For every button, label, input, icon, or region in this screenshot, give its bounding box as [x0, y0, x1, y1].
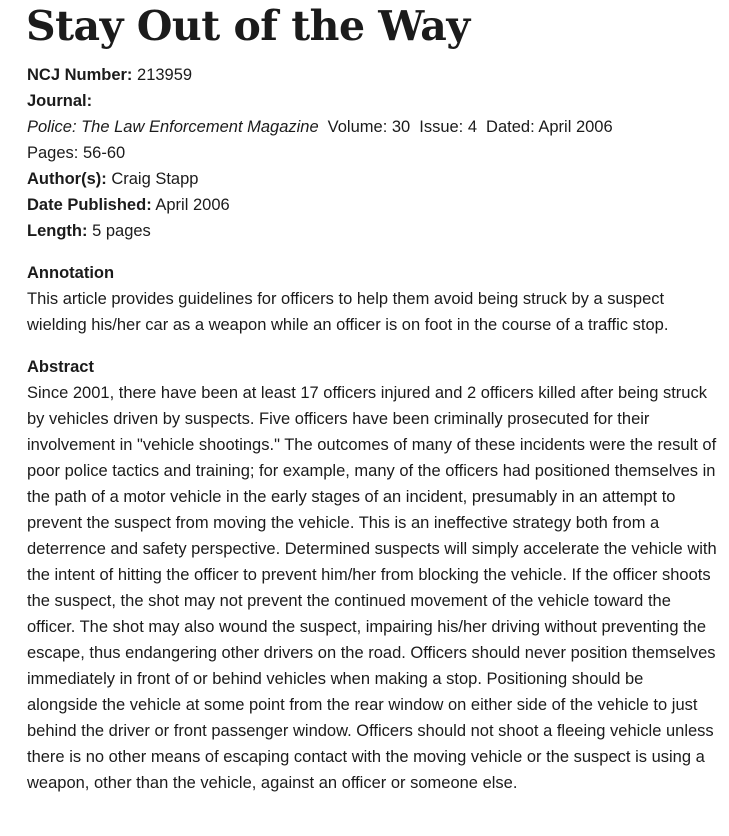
authors-value: Craig Stapp [111, 170, 199, 188]
volume-value: 30 [391, 118, 411, 136]
length-row [27, 218, 717, 244]
pages-label: Pages: [27, 144, 79, 162]
pages-row [27, 140, 717, 166]
abstract-text: Since 2001, there have been at least 17 officers injured and 2 officers killed after being struck by vehicles driven by suspects. Five officers have been criminally prosecuted for their involvement in "vehicle shootings." The outcomes of many of these incidents were the result of poor police tactics and training; for example, many of the officers had positioned themselves in the path of a motor vehicle in the early stages of an incident, presumably in an attempt to prevent the suspect from moving the vehicle. This is an ineffective strategy both from a deterrence and safety perspective. Determined suspects will simply accelerate the vehicle with the intent of hitting the officer to prevent him/her from blocking the vehicle. If the officer shoots the suspect, the shot may not prevent the continued movement of the vehicle toward the officer. The shot may also wound the suspect, impairing his/her driving without preventing the escape, thus endangering other drivers on the road. Officers should never position themselves immediately in front of or behind vehicles when making a stop. Positioning should be alongside the vehicle at some point from the rear window on either side of the vehicle to just behind the driver or front passenger window. Officers should not shoot a fleeing vehicle unless there is no other means of escaping contact with the moving vehicle or the suspect is using a weapon, other than the vehicle, against an officer or someone else. [27, 384, 717, 792]
issue-value: 4 [467, 118, 478, 136]
journal-details-row [27, 114, 717, 140]
authors-label: Author(s): [27, 170, 107, 188]
abstract-heading: Abstract [27, 358, 94, 376]
date-published-row [27, 192, 717, 218]
ncj-number-row [27, 62, 717, 88]
length-value: 5 pages [92, 222, 151, 240]
ncj-number-label: NCJ Number: [27, 66, 133, 84]
annotation-section [27, 260, 717, 338]
authors-row [27, 166, 717, 192]
journal-name: Police: The Law Enforcement Magazine [27, 118, 319, 136]
length-label: Length: [27, 222, 88, 240]
dated-value: April 2006 [538, 118, 613, 136]
metadata-block [27, 62, 717, 244]
abstract-section [27, 354, 717, 796]
date-published-label: Date Published: [27, 196, 152, 214]
journal-label: Journal: [27, 92, 93, 110]
annotation-heading: Annotation [27, 264, 115, 282]
dated-label: Dated: [486, 118, 535, 136]
annotation-text: This article provides guidelines for officers to help them avoid being struck by a suspect wielding his/her car as a weapon while an officer is on foot in the course of a traffic stop. [27, 290, 669, 334]
document-page [27, 0, 717, 796]
date-published-value: April 2006 [155, 196, 230, 214]
page-title: Stay Out of the Way [26, 2, 470, 50]
pages-value: 56-60 [82, 144, 126, 162]
journal-row [27, 88, 717, 114]
issue-label: Issue: [419, 118, 464, 136]
volume-label: Volume: [327, 118, 388, 136]
ncj-number-value: 213959 [137, 66, 193, 84]
